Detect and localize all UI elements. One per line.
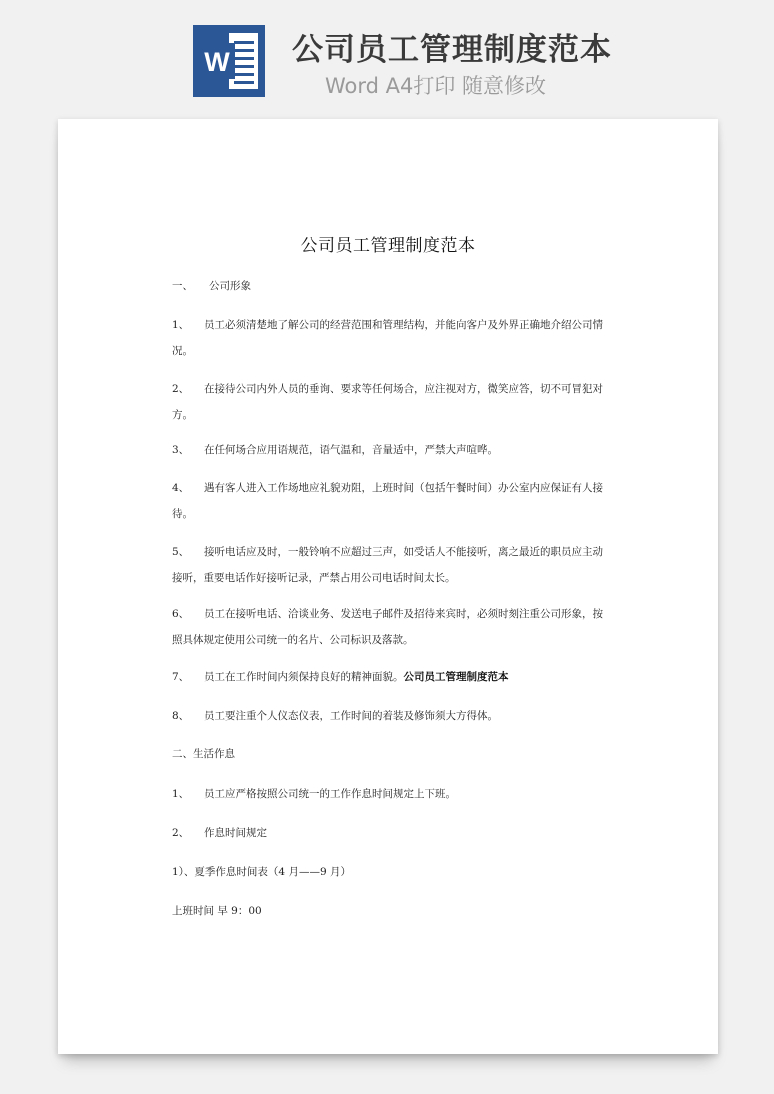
paragraph — [172, 664, 612, 690]
header — [0, 0, 774, 110]
paragraph — [172, 312, 612, 364]
paragraph-number: 1、 — [172, 319, 190, 331]
paragraph-text: 员工应严格按照公司统一的工作作息时间规定上下班。 — [204, 788, 456, 800]
paragraph-number: 7、 — [172, 671, 190, 683]
paragraph-text: 员工在接听电话、洽谈业务、发送电子邮件及招待来宾时，必须时刻注重公司形象，按照具体规定使用公司统一的名片、公司标识及落款。 — [172, 608, 603, 646]
header-title: 公司员工管理制度范本 — [292, 32, 612, 68]
paragraph — [172, 376, 612, 428]
paragraph-text: 公司形象 — [209, 280, 251, 292]
paragraph-text: 二、生活作息 — [172, 748, 235, 760]
paragraph-text: 作息时间规定 — [204, 827, 267, 839]
document-title: 公司员工管理制度范本 — [300, 236, 476, 256]
paragraph — [172, 601, 612, 653]
paragraph — [172, 859, 612, 885]
paragraph-bold-text: 公司员工管理制度范本 — [403, 671, 509, 683]
paragraph-number: 2、 — [172, 383, 190, 395]
paragraph-text: 在任何场合应用语规范，语气温和，音量适中，严禁大声喧哗。 — [204, 444, 498, 456]
paragraph — [172, 437, 612, 463]
paragraph — [172, 539, 612, 591]
paragraph — [172, 273, 612, 299]
paragraph-number: 4、 — [172, 482, 190, 494]
paragraph-number: 2、 — [172, 827, 190, 839]
paragraph-text: 接听电话应及时，一般铃响不应超过三声，如受话人不能接听，离之最近的职员应主动接听，重要电话作好接听记录，严禁占用公司电话时间太长。 — [172, 546, 603, 584]
paragraph — [172, 781, 612, 807]
document-page — [58, 119, 718, 1054]
paragraph — [172, 820, 612, 846]
paragraph-number: 8、 — [172, 710, 190, 722]
header-subtitle: Word A4打印 随意修改 — [325, 74, 547, 98]
paragraph-number: 一、 — [172, 280, 193, 292]
paragraph-number: 6、 — [172, 608, 190, 620]
paragraph-text: 1）、夏季作息时间表（4 月——9 月） — [172, 866, 351, 878]
paragraph-text: 员工必须清楚地了解公司的经营范围和管理结构，并能向客户及外界正确地介绍公司情况。 — [172, 319, 603, 357]
svg-text:W: W — [204, 47, 230, 77]
paragraph — [172, 475, 612, 527]
paragraph-number: 3、 — [172, 444, 190, 456]
paragraph — [172, 898, 612, 924]
paragraph-text: 员工要注重个人仪态仪表，工作时间的着装及修饰须大方得体。 — [204, 710, 498, 722]
paragraph-text: 上班时间 早 9：00 — [172, 905, 262, 917]
paragraph-text: 遇有客人进入工作场地应礼貌劝阻，上班时间（包括午餐时间）办公室内应保证有人接待。 — [172, 482, 603, 520]
paragraph — [172, 703, 612, 729]
paragraph-number: 1、 — [172, 788, 190, 800]
paragraph — [172, 741, 612, 767]
paragraph-text: 员工在工作时间内须保持良好的精神面貌。 — [204, 671, 404, 683]
word-document-icon — [193, 25, 265, 97]
paragraph-text: 在接待公司内外人员的垂询、要求等任何场合，应注视对方，微笑应答，切不可冒犯对方。 — [172, 383, 603, 421]
paragraph-number: 5、 — [172, 546, 190, 558]
